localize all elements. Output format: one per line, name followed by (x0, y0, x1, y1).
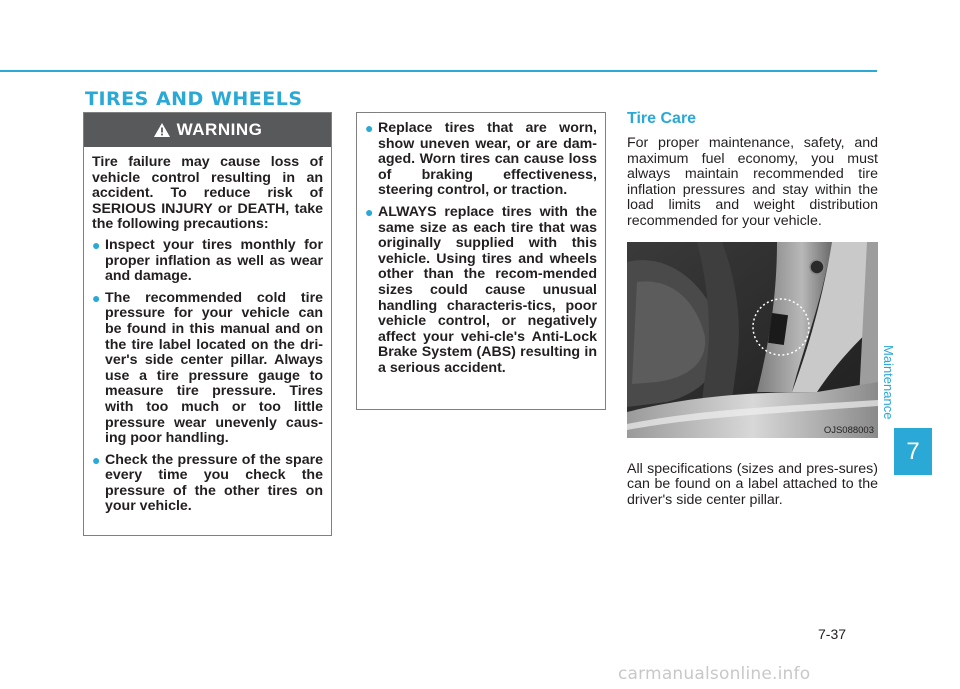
tire-care-section (627, 110, 878, 508)
chapter-side-label: Maintenance (881, 345, 896, 420)
bullet-icon: ● (92, 451, 101, 468)
warning-item: ● Check the pressure of the spare every time you check the pressure of the other tires on your vehicle. (92, 451, 323, 515)
warning-continued-list (365, 121, 597, 377)
tire-care-heading: Tire Care (627, 110, 697, 127)
tire-care-paragraph-1: For proper maintenance, safety, and maximum fuel economy, you must always maintain recommended tire inflation pressures and stay within the load limits and weight distribution recommended for your vehicle. (627, 135, 878, 229)
bullet-icon: ● (365, 120, 374, 136)
figure-code: OJS088003 (823, 424, 874, 436)
warning-item: ● Inspect your tires monthly for proper inflation as well as wear and damage. (92, 236, 323, 285)
warning-label: WARNING (176, 120, 263, 139)
warning-triangle-icon (153, 122, 171, 138)
warning-intro: Tire failure may cause loss of vehicle control resulting in an accident. To reduce risk of SERIOUS INJURY or DEATH, take the following precautions: (92, 154, 323, 233)
warning-item: ● Replace tires that are worn, show uneven wear, or are dam-aged. Worn tires can cause loss of braking effectiveness, steering control, or traction. (365, 120, 597, 199)
warning-body (84, 147, 331, 515)
top-rule (0, 70, 877, 72)
watermark: carmanualsonline.info (618, 664, 811, 684)
door-pillar-illustration (627, 242, 878, 438)
tire-care-paragraph-2: All specifications (sizes and pres-sures) can be found on a label attached to the driver's side center pillar. (627, 460, 878, 508)
bullet-icon: ● (92, 289, 101, 306)
warning-item: ● ALWAYS replace tires with the same size as each tire that was originally supplied with this vehicle. Using tires and wheels other than the recom-mended sizes could cause unusual handling characteris-tics, poor vehicle control, or negatively affect your vehi-cle's Anti-Lock Brake System (ABS) resulting in a serious accident. (365, 203, 597, 376)
bullet-icon: ● (92, 236, 101, 253)
section-title: TIRES AND WHEELS (85, 88, 303, 110)
warning-item: ● The recommended cold tire pressure for your vehicle can be found in this manual and on the tire label located on the dri-ver's side center pillar. Always use a tire pressure gauge to measure tire pressure. Tires with too much or too little pressure wear unevenly caus-ing poor handling. (92, 289, 323, 447)
bullet-icon: ● (365, 203, 374, 220)
chapter-number-tab: 7 (894, 428, 932, 475)
page-number: 7-37 (818, 626, 847, 642)
warning-box (83, 112, 332, 536)
warning-list (92, 238, 323, 515)
warning-continued-box (356, 112, 606, 410)
warning-header (84, 113, 331, 147)
door-pillar-figure (627, 242, 878, 438)
